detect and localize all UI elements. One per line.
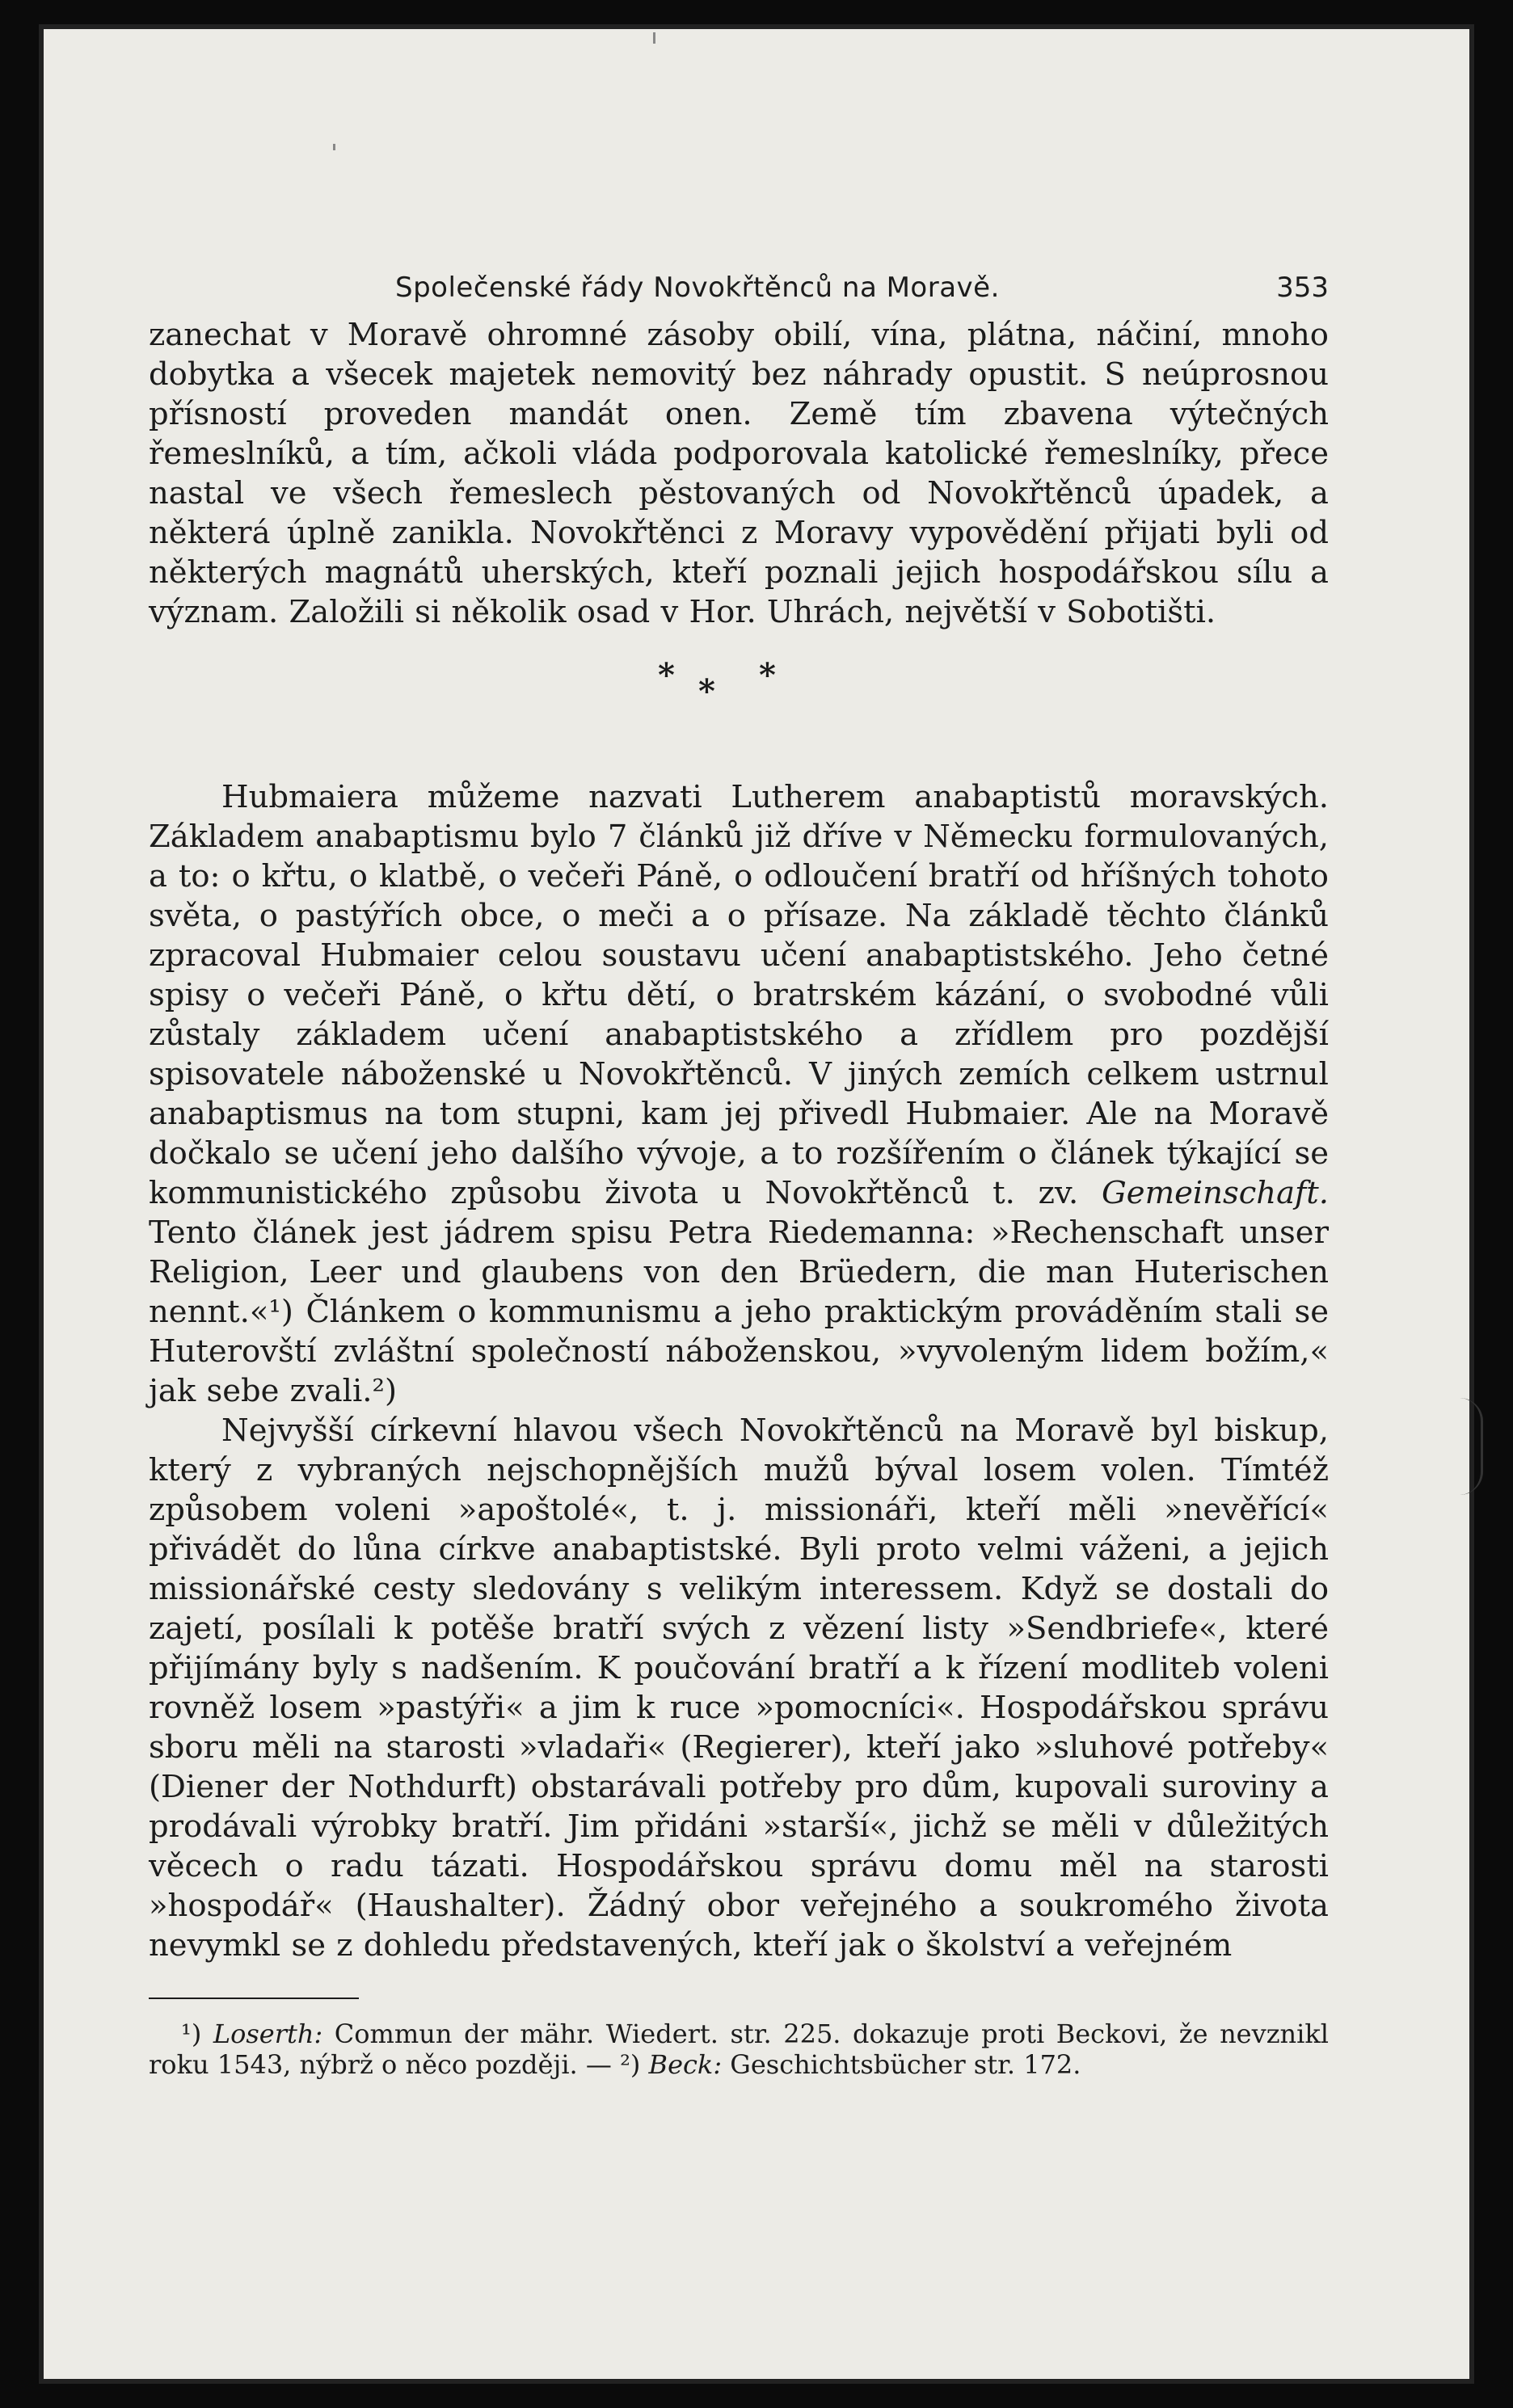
star-mark: * bbox=[658, 656, 675, 694]
running-head bbox=[149, 259, 1329, 315]
paragraph-2 bbox=[149, 777, 1329, 1411]
margin-bracket-mark bbox=[1460, 1398, 1483, 1495]
paragraph-2-text-b: Tento článek jest jádrem spisu Petra Riedemanna: »Rechenschaft unser Religion, Leer und glaubens von den Brüedern, die man Huterischen nennt.«¹) Článkem o kommunismu a jeho praktickým prováděním stali se Huterovští zvláštní společností náboženskou, »vyvoleným lidem božím,« jak sebe zvali.²) bbox=[149, 1215, 1329, 1409]
footnote-1-author: Loserth: bbox=[213, 2019, 323, 2049]
running-head-title: Společenské řády Novokřtěnců na Moravě. bbox=[395, 272, 1000, 304]
footnote-2-author: Beck: bbox=[648, 2049, 723, 2080]
page-content bbox=[149, 259, 1329, 2080]
scan-mark bbox=[653, 32, 655, 44]
book-page bbox=[39, 24, 1474, 2384]
footnote-2-marker: ²) bbox=[620, 2049, 641, 2080]
footnote-2-text: Geschichtsbücher str. 172. bbox=[730, 2049, 1081, 2080]
footnote-1-marker: ¹) bbox=[181, 2019, 202, 2049]
star-mark: * bbox=[698, 672, 715, 710]
page-number: 353 bbox=[1276, 272, 1329, 304]
footnote-rule bbox=[149, 1998, 359, 1999]
scan-mark bbox=[333, 144, 335, 150]
section-divider-stars bbox=[149, 632, 1329, 777]
paragraph-2-italic-term: Gemeinschaft. bbox=[1102, 1175, 1329, 1211]
paragraph-1: zanechat v Moravě ohromné zásoby obilí, vína, plátna, náčiní, mnoho dobytka a všecek majetek nemovitý bez náhrady opustit. S neúprosnou přísností proveden mandát onen. Země tím zbavena výtečných řemeslníků, a tím, ačkoli vláda podporovala katolické řemeslníky, přece nastal ve všech řemeslech pěstovaných od Novokřtěnců úpadek, a některá úplně zanikla. Novokřtěnci z Moravy vypovědění přijati byli od některých magnátů uherských, kteří poznali jejich hospodářskou sílu a význam. Založili si několik osad v Hor. Uhrách, největší v Sobotišti. bbox=[149, 317, 1329, 630]
paragraph-2-text-a: Hubmaiera můžeme nazvati Lutherem anabaptistů moravských. Základem anabaptismu bylo 7 článků již dříve v Německu formulovaných, a to: o křtu, o klatbě, o večeři Páně, o odloučení bratří od hříšných tohoto světa, o pastýřích obce, o meči a o přísaze. Na základě těchto článků zpracoval Hubmaier celou soustavu učení anabaptistského. Jeho četné spisy o večeři Páně, o křtu dětí, o bratrském kázání, o svobodné vůli zůstaly základem učení anabaptistského a zřídlem pro pozdější spisovatele náboženské u Novokřtěnců. V jiných zemích celkem ustrnul anabaptismus na tom stupni, kam jej přivedl Hubmaier. Ale na Moravě dočkalo se učení jeho dalšího vývoje, a to rozšířením o článek týkající se kommunistického způsobu života u Novokřtěnců t. zv. bbox=[149, 779, 1329, 1211]
footnotes bbox=[149, 2019, 1329, 2080]
paragraph-3: Nejvyšší církevní hlavou všech Novokřtěnců na Moravě byl biskup, který z vybraných nejschopnějších mužů býval losem volen. Tímtéž způsobem voleni »apoštolé«, t. j. missionáři, kteří měli »nevěřící« přivádět do lůna církve anabaptistské. Byli proto velmi váženi, a jejich missionářské cesty sledovány s velikým interessem. Když se dostali do zajetí, posílali k potěše bratří svých z vězení listy »Sendbriefe«, které přijímány byly s nadšením. K poučování bratří a k řízení modliteb voleni rovněž losem »pastýři« a jim k ruce »pomocníci«. Hospodářskou správu sboru měli na starosti »vladaři« (Regierer), kteří jako »sluhové potřeby« (Diener der Nothdurft) obstarávali potřeby pro dům, kupovali suroviny a prodávali výrobky bratří. Jim přidáni »starší«, jichž se měli v důležitých věcech o radu tázati. Hospodářskou správu domu měl na starosti »hospodář« (Haushalter). Žádný obor veřejného a soukromého života nevymkl se z dohledu představených, kteří jak o školství a veřejném bbox=[149, 1412, 1329, 1964]
footnote-1-text: Commun der mähr. Wiedert. str. 225. dokazuje proti Beckovi, že nevznikl roku 1543, nýbrž o něco později. — bbox=[149, 2019, 1330, 2080]
star-mark: * bbox=[759, 656, 776, 694]
